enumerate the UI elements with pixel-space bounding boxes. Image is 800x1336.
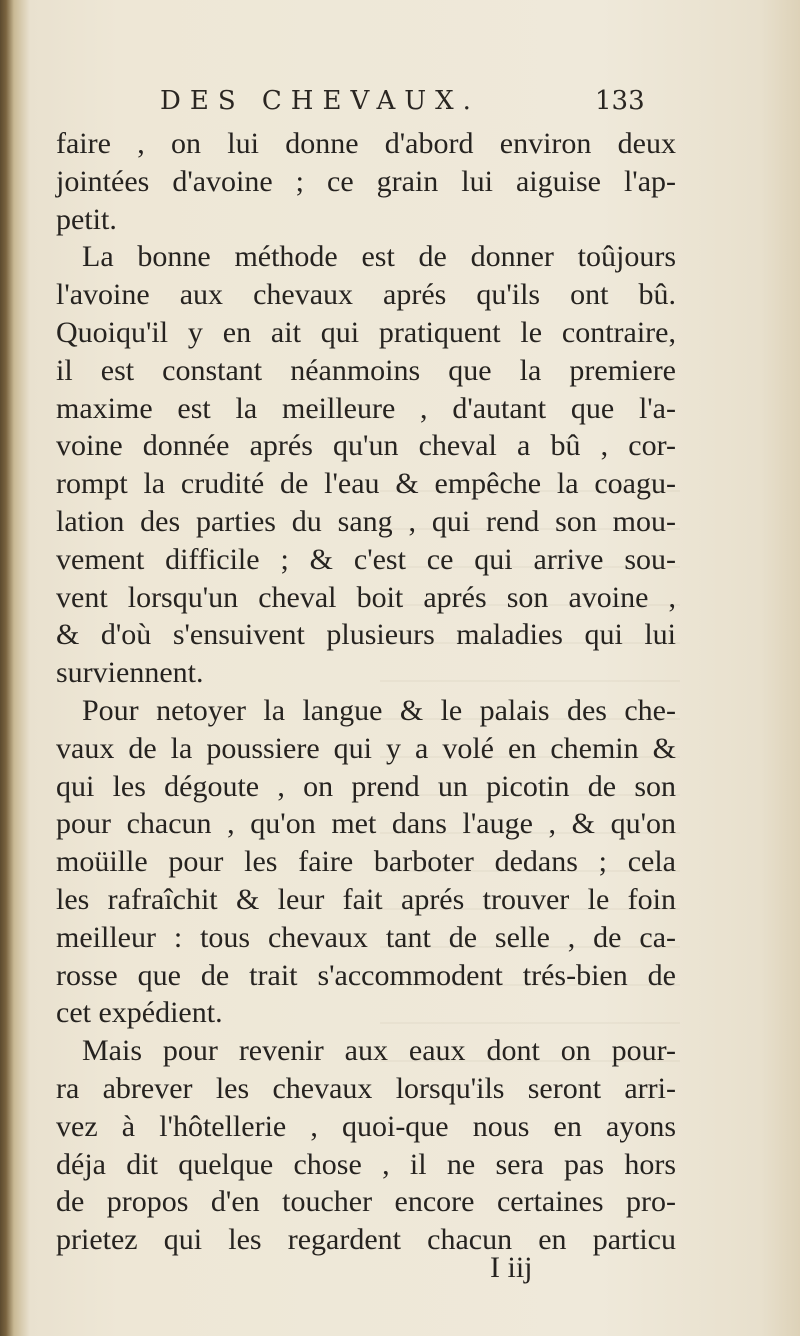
page-number: 133 bbox=[595, 86, 645, 116]
text-line: Quoiqu'il y en ait qui pratiquent le contraire, bbox=[56, 315, 676, 349]
running-title: DES CHEVAUX. bbox=[160, 86, 480, 116]
text-line: cet expédient. bbox=[56, 996, 223, 1030]
text-line: & d'où s'ensuivent plusieurs maladies qui lui bbox=[56, 618, 676, 652]
text-line: rosse que de trait s'accommodent trés-bien de bbox=[56, 958, 676, 992]
text-line: rompt la crudité de l'eau & empêche la coagu- bbox=[56, 467, 676, 501]
text-line: vaux de la poussiere qui y a volé en chemin & bbox=[56, 731, 676, 765]
text-line: de propos d'en toucher encore certaines pro- bbox=[56, 1185, 676, 1219]
text-line: moüille pour les faire barboter dedans ; cela bbox=[56, 845, 676, 879]
text-line: pour chacun , qu'on met dans l'auge , & qu'on bbox=[56, 807, 676, 841]
text-line: vement difficile ; & c'est ce qui arrive sou- bbox=[56, 542, 676, 576]
text-line: meilleur : tous chevaux tant de selle , de ca- bbox=[56, 920, 676, 954]
text-line: maxime est la meilleure , d'autant que l'a- bbox=[56, 391, 676, 425]
text-line: déja dit quelque chose , il ne sera pas hors bbox=[56, 1147, 676, 1181]
text-line: ra abrever les chevaux lorsqu'ils seront arri- bbox=[56, 1071, 676, 1105]
body-text bbox=[56, 125, 676, 1259]
text-line: vent lorsqu'un cheval boit aprés son avoine , bbox=[56, 580, 676, 614]
text-line: surviennent. bbox=[56, 656, 204, 690]
signature-mark: I iij bbox=[490, 1251, 533, 1284]
text-line: Mais pour revenir aux eaux dont on pour- bbox=[82, 1034, 676, 1068]
text-line: La bonne méthode est de donner toûjours bbox=[82, 240, 676, 274]
text-line: lation des parties du sang , qui rend son mou- bbox=[56, 504, 676, 538]
text-line: prietez qui les regardent chacun en particu bbox=[56, 1223, 676, 1257]
text-line: l'avoine aux chevaux aprés qu'ils ont bû. bbox=[56, 278, 676, 312]
text-line: les rafraîchit & leur fait aprés trouver le foin bbox=[56, 882, 676, 916]
text-line: jointées d'avoine ; ce grain lui aiguise l'ap- bbox=[56, 164, 676, 198]
text-line: qui les dégoute , on prend un picotin de son bbox=[56, 769, 676, 803]
text-line: petit. bbox=[56, 202, 117, 236]
text-line: Pour netoyer la langue & le palais des che- bbox=[82, 693, 676, 727]
text-line: voine donnée aprés qu'un cheval a bû , cor- bbox=[56, 429, 676, 463]
text-line: il est constant néanmoins que la premiere bbox=[56, 353, 676, 387]
text-line: vez à l'hôtellerie , quoi-que nous en ayons bbox=[56, 1109, 676, 1143]
text-line: faire , on lui donne d'abord environ deux bbox=[56, 127, 676, 160]
